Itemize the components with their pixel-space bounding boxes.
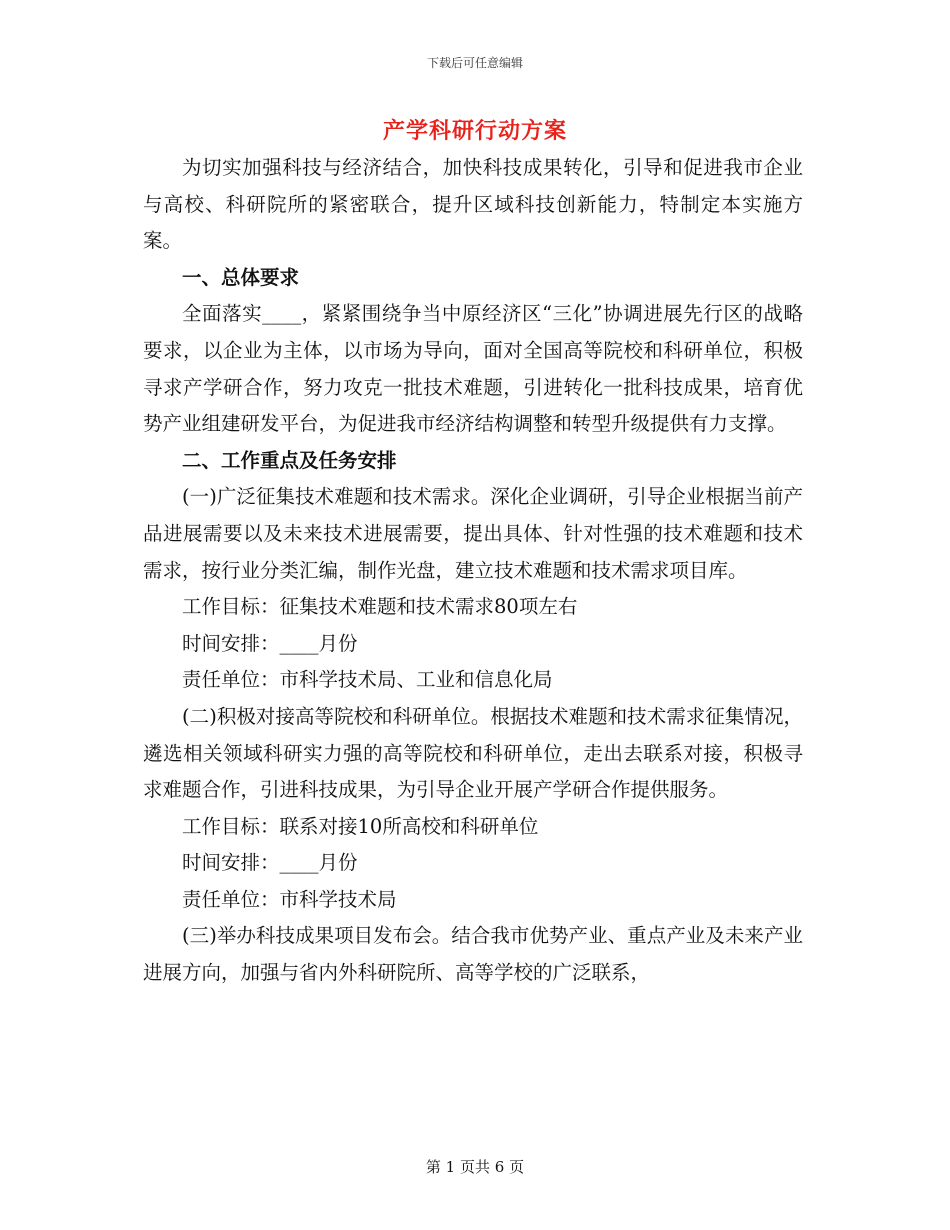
task-2-schedule: 时间安排：____月份 xyxy=(182,851,358,875)
overall-requirements-paragraph: 全面落实____，紧紧围绕争当中原经济区“三化”协调进展先行区的战略要求，以企业为主体，以市场为导向，面对全国高等院校和科研单位，积极寻求产学研合作，努力攻克一批技术难题，引进转化一批科技成果，培育优势产业组建研发平台，为促进我市经济结构调整和转型升级提供有力支撑。 xyxy=(143,302,803,436)
task-2-responsible: 责任单位：市科学技术局 xyxy=(182,887,397,911)
task-2-paragraph: (二)积极对接高等院校和科研单位。根据技术难题和技术需求征集情况，遴选相关领域科研实力强的高等院校和科研单位，走出去联系对接，积极寻求难题合作，引进科技成果，为引导企业开展产学研合作提供服务。 xyxy=(143,704,803,802)
section-heading-overall-requirements: 一、总体要求 xyxy=(182,265,300,289)
intro-paragraph: 为切实加强科技与经济结合，加快科技成果转化，引导和促进我市企业与高校、科研院所的紧密联合，提升区域科技创新能力，特制定本实施方案。 xyxy=(143,156,803,253)
task-1-schedule: 时间安排：____月份 xyxy=(182,631,358,655)
task-1-responsible: 责任单位：市科学技术局、工业和信息化局 xyxy=(182,668,553,692)
task-1-paragraph: (一)广泛征集技术难题和技术需求。深化企业调研，引导企业根据当前产品进展需要以及未来技术进展需要，提出具体、针对性强的技术难题和技术需求，按行业分类汇编，制作光盘，建立技术难题和技术需求项目库。 xyxy=(143,485,803,582)
page-header-note: 下载后可任意编辑 xyxy=(426,56,523,70)
document-title: 产学科研行动方案 xyxy=(382,118,567,144)
document-body xyxy=(143,150,803,992)
task-3-paragraph: (三)举办科技成果项目发布会。结合我市优势产业、重点产业及未来产业进展方向，加强与省内外科研院所、高等学校的广泛联系， xyxy=(143,924,803,985)
section-heading-work-focus: 二、工作重点及任务安排 xyxy=(182,448,397,472)
task-1-goal: 工作目标：征集技术难题和技术需求80项左右 xyxy=(182,595,578,619)
task-2-goal: 工作目标：联系对接10所高校和科研单位 xyxy=(182,814,539,838)
page-number-footer: 第 1 页共 6 页 xyxy=(425,1158,525,1176)
